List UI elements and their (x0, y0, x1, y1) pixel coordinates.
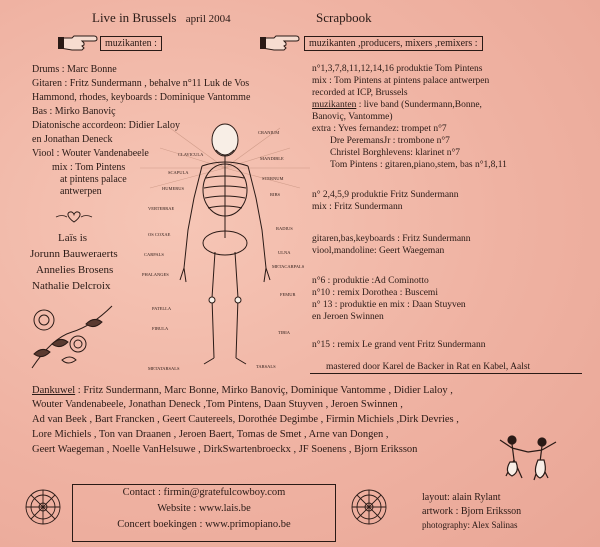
skeleton-label: PATELLA (152, 306, 172, 311)
skeleton-label: HUMERUS (162, 186, 185, 191)
credit-line: en Jeroen Swinnen (312, 312, 384, 322)
thanks-line: Lore Michiels , Ton van Draanen , Jeroen Baert, Tomas de Smet , Arne van Dongen , (32, 429, 389, 440)
thanks-line: Geert Waegeman , Noelle VanHelsuwe , DirkSwartenbroeckx , JF Soenens , Bjorn Eriksson (32, 444, 418, 455)
thanks-label: Dankuwel (32, 385, 76, 396)
skeleton-label: CRANIUM (258, 130, 280, 135)
skeleton-label: ULNA (278, 250, 291, 255)
contact-box (72, 484, 336, 542)
list-item: Viool : Wouter Vandenabeele (32, 148, 149, 159)
thanks-line (32, 384, 453, 397)
credit-layout: layout: alain Rylant (422, 492, 501, 503)
list-item: Hammond, rhodes, keyboards : Dominique Vantomme (32, 92, 251, 103)
rose-illustration (22, 298, 120, 372)
skeleton-label: RIBS (270, 192, 281, 197)
credit-line: mix : Tom Pintens at pintens palace antwerpen (312, 76, 490, 86)
skeleton-label: RADIUS (276, 226, 293, 231)
muzikanten-box: muzikanten : (100, 36, 162, 51)
list-item: Annelies Brosens (36, 264, 114, 276)
skeleton-label: CLAVICULA (178, 152, 204, 157)
list-item: Nathalie Delcroix (32, 280, 111, 292)
skeleton-label: METACARPALS (272, 264, 305, 269)
thanks-text: : Fritz Sundermann, Marc Bonne, Mirko Banoviç, Dominique Vantomme , Didier Laloy , (75, 385, 453, 396)
credit-line: n° 13 : produktie en mix : Daan Stuyven (312, 300, 466, 310)
skeleton-label: VERTEBRAE (148, 206, 175, 211)
list-item: mix : Tom Pintens (52, 162, 126, 173)
skeleton-label: TARSALS (256, 364, 276, 369)
credit-line: n°1,3,7,8,11,12,14,16 produktie Tom Pintens (312, 64, 483, 74)
credit-line: n° 2,4,5,9 produktie Fritz Sundermann (312, 190, 459, 200)
contact-website[interactable]: Website : www.lais.be (157, 503, 251, 514)
list-item: Jorunn Bauweraerts (30, 248, 118, 260)
skeleton-label: METATARSALS (148, 366, 180, 371)
right-header-title: Scrapbook (316, 10, 372, 25)
rosette-ornament-icon (350, 488, 388, 526)
skeleton-label: CARPALS (144, 252, 164, 257)
list-item: Diatonische accordeon: Didier Laloy (32, 120, 180, 131)
list-item: antwerpen (60, 186, 102, 197)
credit-line: Christel Borghlevens: klarinet n°7 (330, 148, 461, 158)
skeleton-label: STERNUM (262, 176, 284, 181)
credit-artwork: artwork : Bjorn Eriksson (422, 506, 522, 517)
credit-line: Banoviç, Vantomme) (312, 112, 393, 122)
credit-line: gitaren,bas,keyboards : Fritz Sundermann (312, 234, 471, 244)
skeleton-label: FIBULA (152, 326, 169, 331)
skeleton-label: TIBIA (278, 330, 290, 335)
muzikanten-label: muzikanten (312, 100, 357, 110)
heart-icon (54, 210, 94, 224)
divider (310, 373, 582, 374)
left-header-title: Live in Brussels (92, 10, 177, 25)
credit-line: n°15 : remix Le grand vent Fritz Sundermann (312, 340, 486, 350)
list-item: Drums : Marc Bonne (32, 64, 117, 75)
contact-bookings[interactable]: Concert boekingen : www.primopiano.be (117, 519, 291, 530)
list-item: en Jonathan Deneck (32, 134, 113, 145)
credit-line: n°10 : remix Dorothea : Buscemi (312, 288, 438, 298)
muzikanten-rest: : live band (Sundermann,Bonne, (356, 100, 482, 110)
thanks-line: Wouter Vandenabeele, Jonathan Deneck ,Tom Pintens, Daan Stuyven , Jeroen Swinnen , (32, 399, 403, 410)
credit-photography: photography: Alex Salinas (422, 520, 518, 530)
skeleton-label: PHALANGES (142, 272, 169, 277)
contact-email[interactable]: Contact : firmin@gratefulcowboy.com (122, 487, 286, 498)
rosette-ornament-icon (24, 488, 62, 526)
skeleton-label: MANDIBLE (260, 156, 284, 161)
list-item: Gitaren : Fritz Sundermann , behalve n°11 Luk de Vos (32, 78, 250, 89)
left-header-date: april 2004 (185, 13, 231, 25)
credit-line: extra : Yves fernandez: trompet n°7 (312, 124, 447, 134)
left-header (92, 10, 231, 27)
dancers-illustration (488, 432, 568, 488)
list-item: at pintens palace (60, 174, 127, 185)
thanks-line: Ad van Beek , Bart Francken , Geert Cautereels, Dorothée Degimbe , Firmin Michiels ,Dirk Devries , (32, 414, 459, 425)
pointing-hand-icon (58, 33, 98, 53)
skeleton-label: OS COXAE (148, 232, 171, 237)
credit-line: mix : Fritz Sundermann (312, 202, 403, 212)
pointing-hand-icon (260, 33, 300, 53)
mastered-line: mastered door Karel de Backer in Rat en Kabel, Aalst (326, 362, 531, 372)
credit-line: recorded at ICP, Brussels (312, 88, 408, 98)
credit-line: n°6 : produktie :Ad Cominotto (312, 276, 429, 286)
skeleton-label: FEMUR (280, 292, 296, 297)
credit-line: Tom Pintens : gitaren,piano,stem, bas n°1,8,11 (330, 160, 507, 170)
producers-box: muzikanten ,producers, mixers ,remixers : (304, 36, 483, 51)
credit-line (312, 100, 482, 112)
list-item: Bas : Mirko Banoviç (32, 106, 116, 117)
credit-line: viool,mandoline: Geert Waegeman (312, 246, 445, 256)
lais-title: Laïs is (58, 232, 88, 244)
credit-line: Dre PeremansJr : trombone n°7 (330, 136, 450, 146)
skeleton-label: SCAPULA (168, 170, 189, 175)
